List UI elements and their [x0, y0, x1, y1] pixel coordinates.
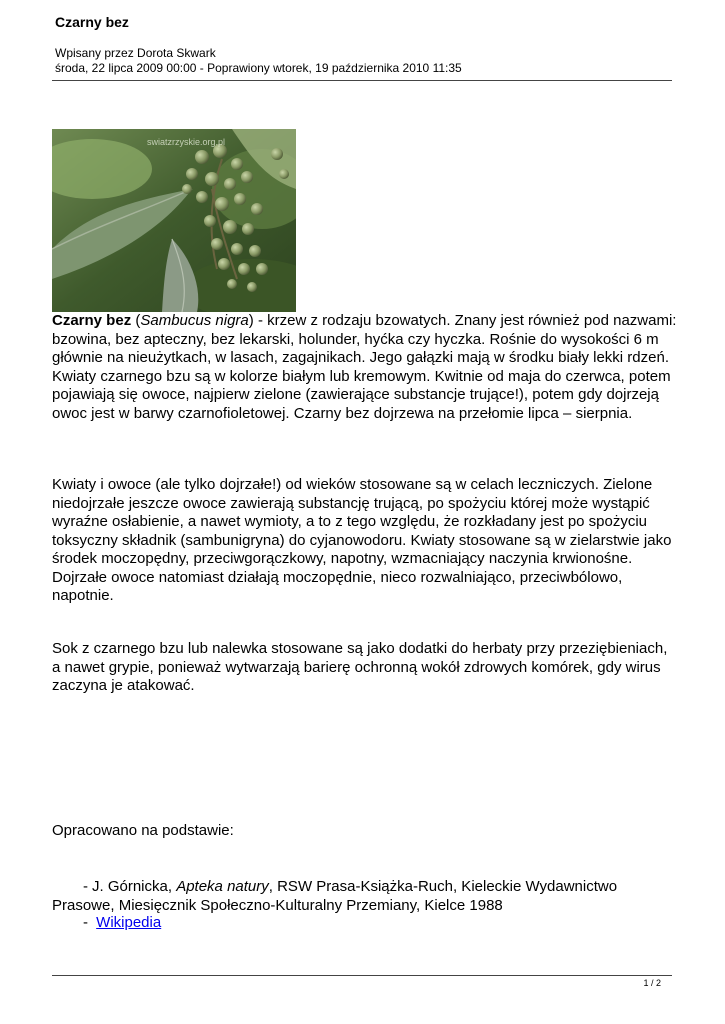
wikipedia-link[interactable]: Wikipedia	[96, 914, 162, 931]
author-line: Wpisany przez Dorota Skwark	[55, 46, 216, 60]
ref-title: Apteka natury	[176, 878, 269, 895]
paragraph-intro	[52, 312, 677, 423]
intro-rest: ) - krzew z rodzaju bzowatych. Znany jest również pod nazwami: bzowina, bez apteczny, bez lekarski, holunder, hyćka czy hyczka. Rośnie do wysokości 6 m głównie na nieużytkach, w lasach, zagajnikach. Jego gałązki mają w środku biały lekki rdzeń. Kwiaty czarnego bzu są w kolorze białym lub kremowym. Kwitnie od maja do czerwca, potem pojawiają się owoce, najpierw zielone (zawierające substancje trujące!), potem gdy dojrzeją owoc jest w barwy czarnofioletowej. Czarny bez dojrzewa na przełomie lipca – sierpnia.	[52, 312, 677, 422]
header-divider	[52, 80, 672, 81]
page-number: 1 / 2	[643, 978, 661, 988]
ref-author: J. Górnicka,	[92, 878, 177, 895]
page-title: Czarny bez	[55, 14, 129, 30]
elderberry-photo	[52, 129, 296, 312]
reference-book	[52, 878, 677, 915]
latin-name: Sambucus nigra	[140, 312, 249, 329]
footer-divider	[52, 975, 672, 976]
watermark-text: swiatzrzyskie.org.pl	[147, 137, 226, 147]
date-line: środa, 22 lipca 2009 00:00 - Poprawiony wtorek, 19 października 2010 11:35	[55, 61, 462, 75]
article-meta	[55, 46, 462, 76]
list-dash: -	[83, 914, 88, 931]
paragraph-juice: Sok z czarnego bzu lub nalewka stosowane są jako dodatki do herbaty przy przeziębieniach, a nawet grypie, ponieważ wytwarzają barierę ochronną wokół zdrowych komórek, gdy wirus zaczyna je atakować.	[52, 640, 668, 694]
reference-wikipedia	[52, 914, 677, 933]
list-dash: -	[83, 878, 88, 895]
bold-plant-name: Czarny bez	[52, 312, 132, 329]
open-paren: (	[131, 312, 141, 329]
sources-heading: Opracowano na podstawie:	[52, 822, 234, 839]
paragraph-medicinal: Kwiaty i owoce (ale tylko dojrzałe!) od wieków stosowane są w celach leczniczych. Zielone niedojrzałe jeszcze owoce zawierają substancję trującą, po spożyciu której może wystąpić wyraźne osłabienie, a nawet wymioty, a to z tego względu, że rozkładany jest po spożyciu toksyczny składnik (sambunigryna) do cyjanowodoru. Kwiaty stosowane są w zielarstwie jako środek moczopędny, przeciwgorączkowy, napotny, wzmacniający naczynia krwionośne. Dojrzałe owoce natomiast działają moczopędnie, nieco rozwalniająco, przeciwbólowo, napotnie.	[52, 476, 672, 604]
ref-details: , RSW Prasa-Książka-Ruch, Kieleckie Wydawnictwo Prasowe, Miesięcznik Społeczno-Kulturalny Przemiany, Kielce 1988	[52, 878, 618, 914]
